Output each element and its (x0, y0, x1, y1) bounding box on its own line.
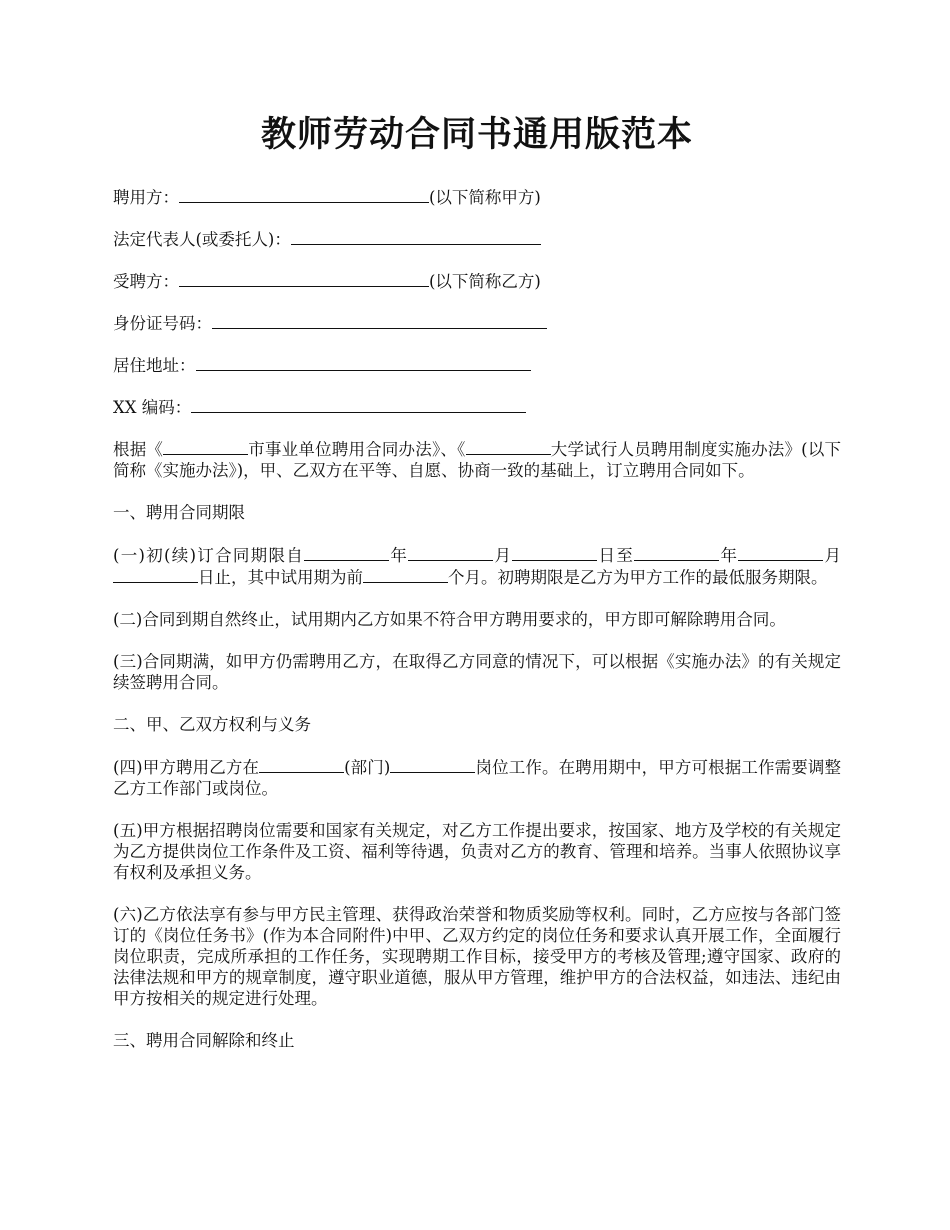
intro-text-a: 根据《 (113, 440, 164, 459)
section-heading-1: 一、聘用合同期限 (113, 503, 245, 522)
employee-field (113, 270, 841, 292)
representative-field (113, 228, 841, 250)
clause-3: (三)合同期满，如甲方仍需聘用乙方，在取得乙方同意的情况下，可以根据《实施办法》的有关规定续签聘用合同。 (113, 652, 841, 692)
address-field (113, 354, 841, 376)
start-year-blank[interactable] (304, 544, 389, 561)
clause-1-text-a: (一)初(续)订合同期限自 (113, 546, 305, 565)
clause-1-text-d: 日至 (597, 546, 635, 565)
clause-1-text-e: 年 (719, 546, 739, 565)
employee-suffix: (以下简称乙方) (429, 272, 541, 291)
employer-label: 聘用方： (113, 188, 179, 207)
clause-1 (113, 544, 841, 588)
clause-5: (五)甲方根据招聘岗位需要和国家有关规定，对乙方工作提出要求，按国家、地方及学校的有关规定为乙方提供岗位工作条件及工资、福利等待遇，负责对乙方的教育、管理和培养。当事人依照协议享有权利及承担义务。 (113, 821, 841, 882)
employer-blank[interactable] (179, 186, 429, 203)
intro-text-c: 大学试行人员聘用制度实施办法》(以下简称《实施办法》)，甲、乙双方在平等、自愿、协商一致的基础上，订立聘用合同如下。 (113, 440, 842, 480)
department-blank[interactable] (259, 756, 344, 773)
section-heading-3: 三、聘用合同解除和终止 (113, 1031, 295, 1050)
probation-months-blank[interactable] (363, 566, 448, 583)
clause-1-text-b: 年 (389, 546, 409, 565)
representative-blank[interactable] (291, 228, 541, 245)
employer-suffix: (以下简称甲方) (429, 188, 541, 207)
clause-4-text-b: (部门) (344, 758, 391, 777)
clause-1-text-h: 个月。初聘期限是乙方为甲方工作的最低服务期限。 (448, 568, 828, 587)
employer-field (113, 186, 841, 208)
id-number-blank[interactable] (212, 312, 547, 329)
intro-text-b: 市事业单位聘用合同办法》、《 (248, 440, 466, 459)
employee-blank[interactable] (179, 270, 429, 287)
clause-4-text-c: 岗位工作。在聘用期中，甲方可根据工作需要调整乙方工作部门或岗位。 (113, 758, 842, 798)
id-number-label: 身份证号码： (113, 314, 212, 333)
university-blank[interactable] (466, 438, 551, 455)
document-title: 教师劳动合同书通用版范本 (260, 114, 693, 155)
start-day-blank[interactable] (512, 544, 597, 561)
clause-4-text-a: (四)甲方聘用乙方在 (113, 758, 260, 777)
address-blank[interactable] (196, 354, 531, 371)
clause-1-text-g: 日止，其中试用期为前 (198, 568, 363, 587)
code-blank[interactable] (191, 396, 526, 413)
clause-1-text-f: 月 (823, 546, 842, 565)
document-page (113, 110, 841, 1072)
end-year-blank[interactable] (634, 544, 719, 561)
code-label: XX 编码： (113, 398, 192, 417)
position-blank[interactable] (390, 756, 475, 773)
address-label: 居住地址： (113, 356, 196, 375)
city-blank[interactable] (163, 438, 248, 455)
representative-label: 法定代表人(或委托人)： (113, 230, 291, 249)
section-heading-2: 二、甲、乙双方权利与义务 (113, 715, 311, 734)
id-number-field (113, 312, 841, 334)
clause-2: (二)合同到期自然终止，试用期内乙方如果不符合甲方聘用要求的，甲方即可解除聘用合同。 (113, 610, 786, 629)
clause-4 (113, 756, 841, 799)
start-month-blank[interactable] (408, 544, 493, 561)
end-day-blank[interactable] (113, 566, 198, 583)
code-field (113, 396, 841, 418)
end-month-blank[interactable] (738, 544, 823, 561)
clause-6: (六)乙方依法享有参与甲方民主管理、获得政治荣誉和物质奖励等权利。同时，乙方应按与各部门签订的《岗位任务书》(作为本合同附件)中甲、乙双方约定的岗位任务和要求认真开展工作，全面履行岗位职责，完成所承担的工作任务，实现聘期工作目标，接受甲方的考核及管理;遵守国家、政府的法律法规和甲方的规章制度，遵守职业道德，服从甲方管理，维护甲方的合法权益，如违法、违纪由甲方按相关的规定进行处理。 (113, 905, 841, 1008)
intro-paragraph (113, 438, 841, 481)
employee-label: 受聘方： (113, 272, 179, 291)
clause-1-text-c: 月 (493, 546, 513, 565)
